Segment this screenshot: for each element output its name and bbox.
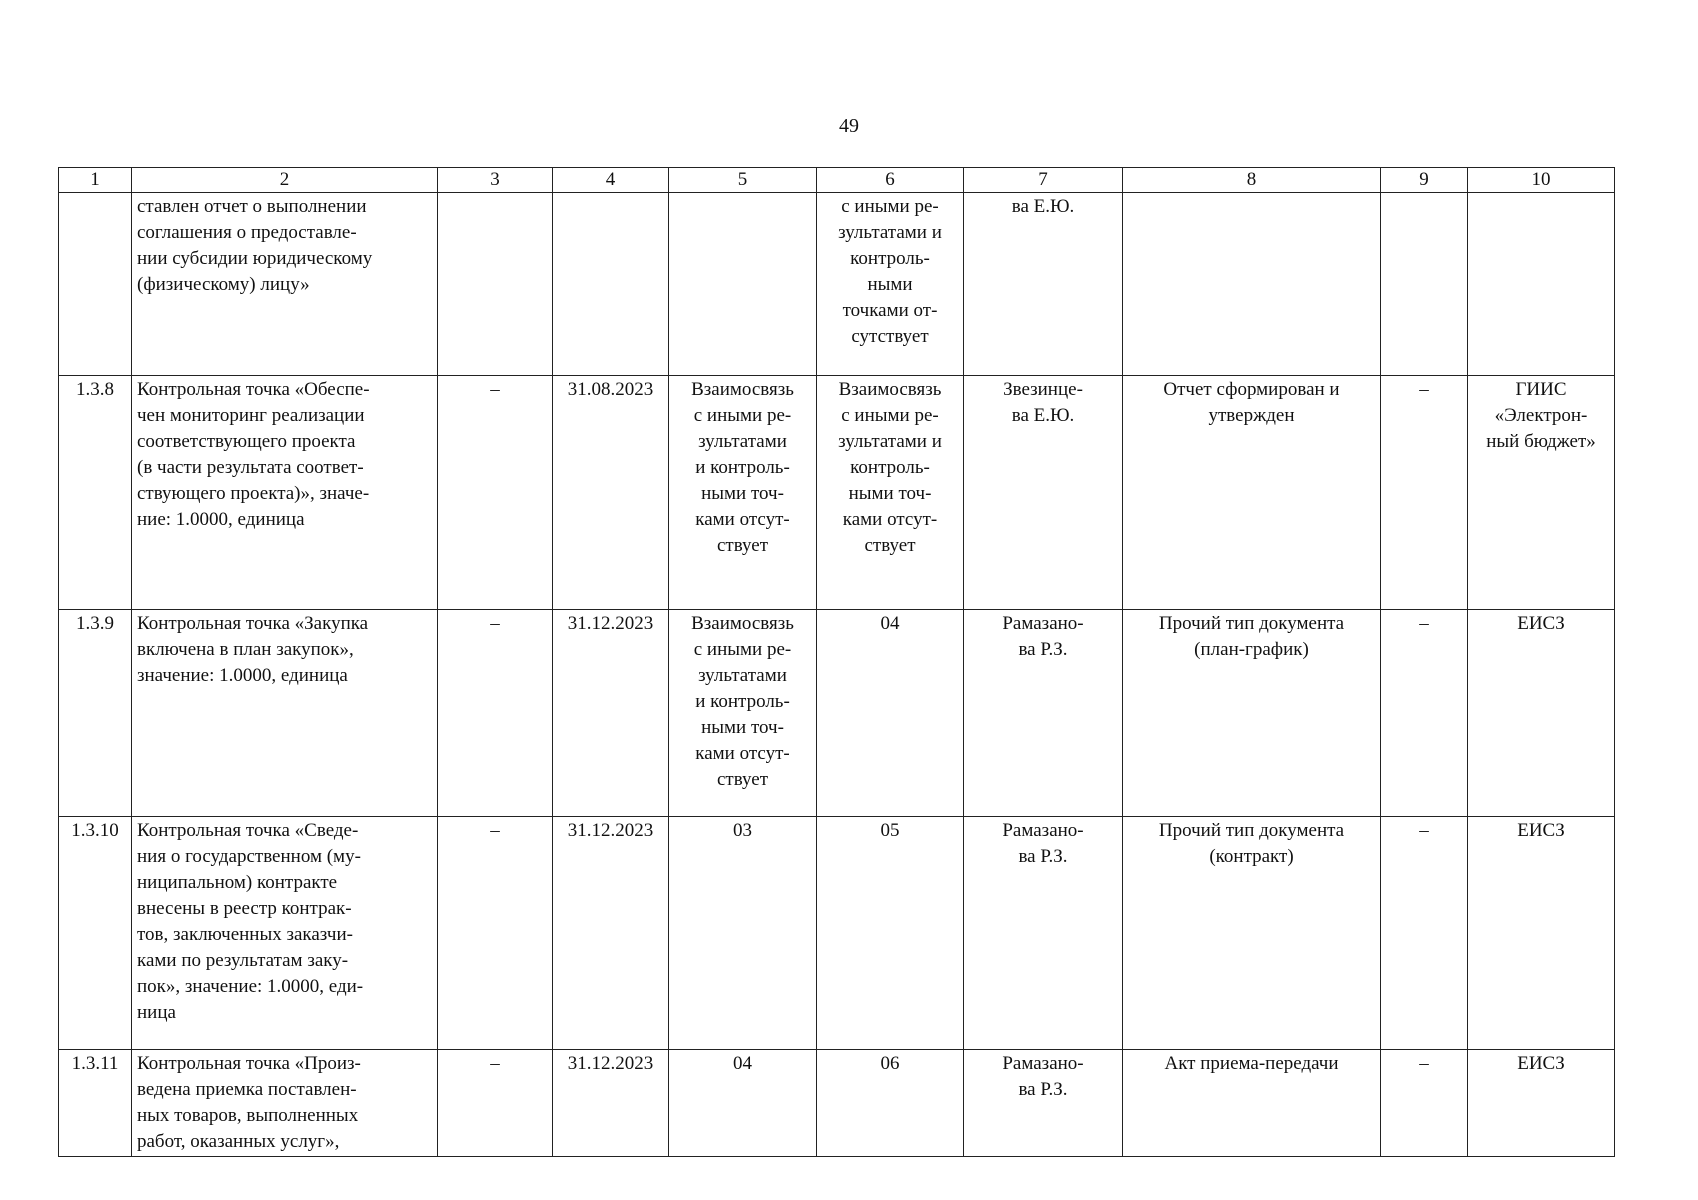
- cell-responsible: Звезинце- ва Е.Ю.: [1003, 379, 1083, 426]
- header-cell: 10: [1468, 168, 1615, 193]
- row-description: Контрольная точка «Произ- ведена приемка поставлен- ных товаров, выполненных работ, оказанных услуг»,: [137, 1053, 361, 1152]
- cell-system: ЕИСЗ: [1517, 1053, 1565, 1074]
- row-description: ставлен отчет о выполнении соглашения о предоставле- нии субсидии юридическому (физическому) лицу»: [137, 196, 373, 295]
- header-cell: 3: [438, 168, 553, 193]
- cell-col5: 04: [733, 1053, 752, 1074]
- header-cell: 7: [964, 168, 1123, 193]
- cell-col9: –: [1419, 1053, 1429, 1074]
- cell-col3: –: [490, 379, 500, 400]
- cell-col6: 05: [880, 820, 900, 841]
- header-cell: 4: [553, 168, 669, 193]
- cell-col3: –: [490, 1053, 500, 1074]
- cell-date: 31.12.2023: [567, 1053, 654, 1074]
- header-cell: 8: [1123, 168, 1381, 193]
- row-description: Контрольная точка «Сведе- ния о государственном (му- ниципальном) контракте внесены в реестр контрак- тов, заключенных заказчи- ками по результатам заку- пок», значение: 1.0000, еди- ница: [137, 820, 364, 1023]
- column-number-row: [59, 168, 1615, 193]
- cell-system: ЕИСЗ: [1517, 613, 1565, 634]
- row-number: 1.3.9: [76, 613, 114, 634]
- table-row: [59, 376, 1615, 610]
- cell-col3: –: [490, 820, 500, 841]
- table-row: [59, 1050, 1615, 1157]
- cell-col6: с иными ре- зультатами и контроль- ными точками от- сутствует: [838, 196, 942, 347]
- row-number: 1.3.8: [76, 379, 114, 400]
- header-cell: 1: [59, 168, 132, 193]
- table-row: [59, 193, 1615, 376]
- cell-col6: 04: [880, 613, 900, 634]
- row-number: 1.3.11: [71, 1053, 119, 1074]
- cell-document: Прочий тип документа (контракт): [1158, 820, 1345, 867]
- cell-col6: Взаимосвязь с иными ре- зультатами и контроль- ными точ- ками отсут- ствует: [838, 379, 942, 556]
- cell-document: Отчет сформирован и утвержден: [1163, 379, 1340, 426]
- cell-document: Акт приема-передачи: [1164, 1053, 1339, 1074]
- row-number: 1.3.10: [71, 820, 119, 841]
- cell-col9: –: [1419, 379, 1429, 400]
- cell-system: ГИИС «Электрон- ный бюджет»: [1486, 379, 1596, 452]
- cell-date: 31.08.2023: [567, 379, 654, 400]
- control-points-table: [58, 167, 1615, 1157]
- cell-responsible: Рамазано- ва Р.З.: [1002, 820, 1084, 867]
- cell-col9: –: [1419, 820, 1429, 841]
- page-number: 49: [839, 115, 859, 137]
- cell-responsible: ва Е.Ю.: [1011, 196, 1075, 217]
- table-row: [59, 610, 1615, 817]
- header-cell: 9: [1381, 168, 1468, 193]
- row-description: Контрольная точка «Обеспе- чен мониторинг реализации соответствующего проекта (в части результата соответ- ствующего проекта)», значе- ние: 1.0000, единица: [137, 379, 370, 530]
- cell-col3: –: [490, 613, 500, 634]
- row-description: Контрольная точка «Закупка включена в план закупок», значение: 1.0000, единица: [137, 613, 369, 686]
- cell-responsible: Рамазано- ва Р.З.: [1002, 613, 1084, 660]
- header-cell: 2: [132, 168, 438, 193]
- cell-col9: –: [1419, 613, 1429, 634]
- cell-document: Прочий тип документа (план-график): [1158, 613, 1345, 660]
- cell-col5: Взаимосвязь с иными ре- зультатами и контроль- ными точ- ками отсут- ствует: [691, 613, 794, 790]
- cell-col5: 03: [733, 820, 752, 841]
- cell-date: 31.12.2023: [567, 613, 654, 634]
- cell-system: ЕИСЗ: [1517, 820, 1565, 841]
- cell-col5: Взаимосвязь с иными ре- зультатами и контроль- ными точ- ками отсут- ствует: [691, 379, 794, 556]
- table-row: [59, 817, 1615, 1050]
- cell-col6: 06: [880, 1053, 900, 1074]
- cell-date: 31.12.2023: [567, 820, 654, 841]
- header-cell: 5: [669, 168, 817, 193]
- cell-responsible: Рамазано- ва Р.З.: [1002, 1053, 1084, 1100]
- header-cell: 6: [817, 168, 964, 193]
